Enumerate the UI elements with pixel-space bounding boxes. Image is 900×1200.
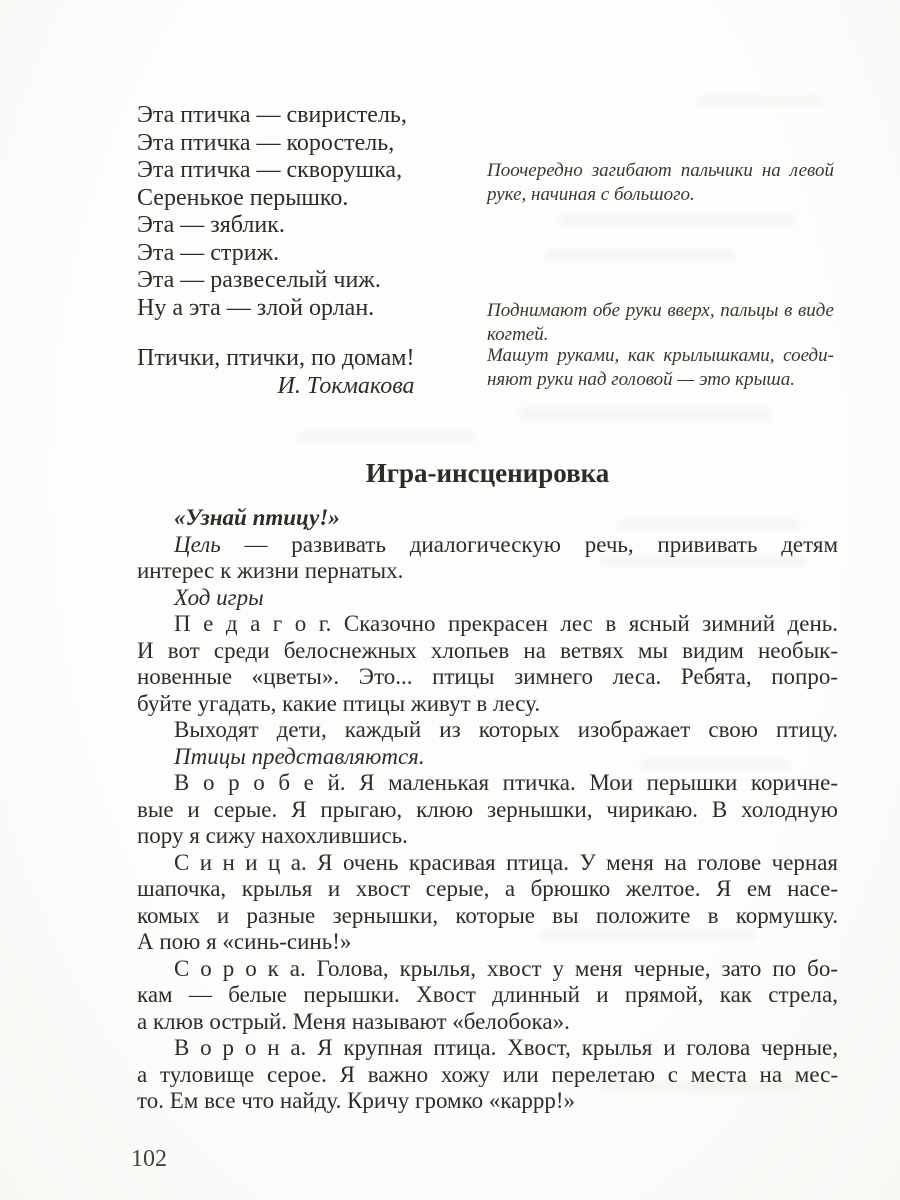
text-line: руке, начиная с большого. (487, 184, 695, 205)
dialogue-line: А пою я «синь-синь!» (137, 929, 352, 954)
section-heading: Игра-инсценировка (365, 458, 610, 488)
dialogue-line: пору я сижу нахохлившись. (137, 823, 408, 848)
dialogue-line: буйте угадать, какие птицы живут в лесу. (137, 690, 541, 716)
text-line: когтей. (487, 324, 549, 345)
text-line: Ну а эта — злой орлан. (137, 294, 375, 321)
poem (137, 102, 414, 400)
dialogue-line: а клюв острый. Меня называют «белобока». (137, 1008, 570, 1034)
game-title: «Узнай птицу!» (174, 505, 340, 530)
bleed-through-artifact (560, 214, 795, 226)
bleed-through-artifact (545, 250, 735, 260)
dialogue-line: вые и серые. Я прыгаю, клюю зернышки, чирикаю. В холодную (137, 796, 838, 822)
dialogue-line: В о р о н а. Я крупная птица. Хвост, крылья и голова черные, (174, 1035, 838, 1060)
page-number: 102 (131, 1146, 167, 1172)
dialogue-line: Птицы представляются. (174, 743, 425, 769)
dialogue-line: С о р о к а. Голова, крылья, хвост у меня черные, зато по бо- (174, 955, 838, 981)
poem-gap (137, 322, 414, 345)
text-line: Поочередно загибают пальчики на левой (487, 160, 834, 181)
dialogue-line: шапочка, крылья и хвост серые, а брюшко желтое. Я ем насе- (137, 876, 838, 901)
text-line: Эта птичка — скворушка, (137, 157, 403, 183)
poem-author: И. Токмакова (277, 372, 415, 399)
goal-line (137, 532, 838, 559)
dialogue (137, 611, 838, 1115)
text-line: Эта птичка — свиристель, (137, 102, 407, 128)
text-line: Серенькое перышко. (137, 184, 349, 211)
dialogue-line: П е д а г о г. Сказочно прекрасен лес в ясный зимний день. (174, 611, 838, 636)
text-line: Поднимают обе руки вверх, пальцы в виде (487, 300, 834, 321)
goal-text: — развивать диалогическую речь, прививать детям (220, 531, 838, 557)
stage-direction-wings (487, 344, 834, 392)
text-line: Эта — развеселый чиж. (137, 267, 381, 293)
dialogue-line: новенные «цветы». Это... птицы зимнего леса. Ребята, попро- (137, 664, 838, 689)
stage-direction-claws (487, 299, 834, 347)
goal-label: Цель (174, 531, 221, 557)
text-line: Эта — зяблик. (137, 212, 285, 238)
poem-lines (137, 102, 414, 322)
dialogue-line: то. Ем все что найду. Кричу громко «каррр!» (137, 1088, 576, 1113)
text-line: Машут руками, как крылышками, соеди- (487, 345, 834, 366)
bleed-through-artifact (700, 96, 820, 106)
text-line: Эта — стриж. (137, 239, 280, 266)
bleed-through-artifact (520, 408, 770, 420)
dialogue-line: Выходят дети, каждый из которых изображает свою птицу. (174, 717, 838, 742)
dialogue-line: С и н и ц а. Я очень красивая птица. У меня на голове черная (174, 849, 838, 875)
stage-direction-fingers (487, 159, 834, 207)
dialogue-line: В о р о б е й. Я маленькая птичка. Мои перышки коричне- (174, 770, 838, 795)
dialogue-line: комых и разные зернышки, которые вы положите в кормушку. (137, 902, 838, 928)
bleed-through-artifact (300, 432, 475, 442)
poem-final-line: Птички, птички, по домам! (137, 345, 415, 371)
dialogue-line: а туловище серое. Я важно хожу или перелетаю с места на мес- (137, 1061, 838, 1087)
progress-label: Ход игры (174, 584, 264, 610)
text-line: Эта птичка — коростель, (137, 129, 395, 156)
goal-line-2: интерес к жизни пернатых. (137, 558, 404, 583)
dialogue-line: кам — белые перышки. Хвост длинный и прямой, как стрела, (137, 982, 838, 1007)
game-section (137, 458, 838, 1115)
text-line: няют руки над головой — это крыша. (487, 369, 796, 390)
dialogue-line: И вот среди белоснежных хлопьев на ветвях мы видим необык- (137, 637, 838, 663)
